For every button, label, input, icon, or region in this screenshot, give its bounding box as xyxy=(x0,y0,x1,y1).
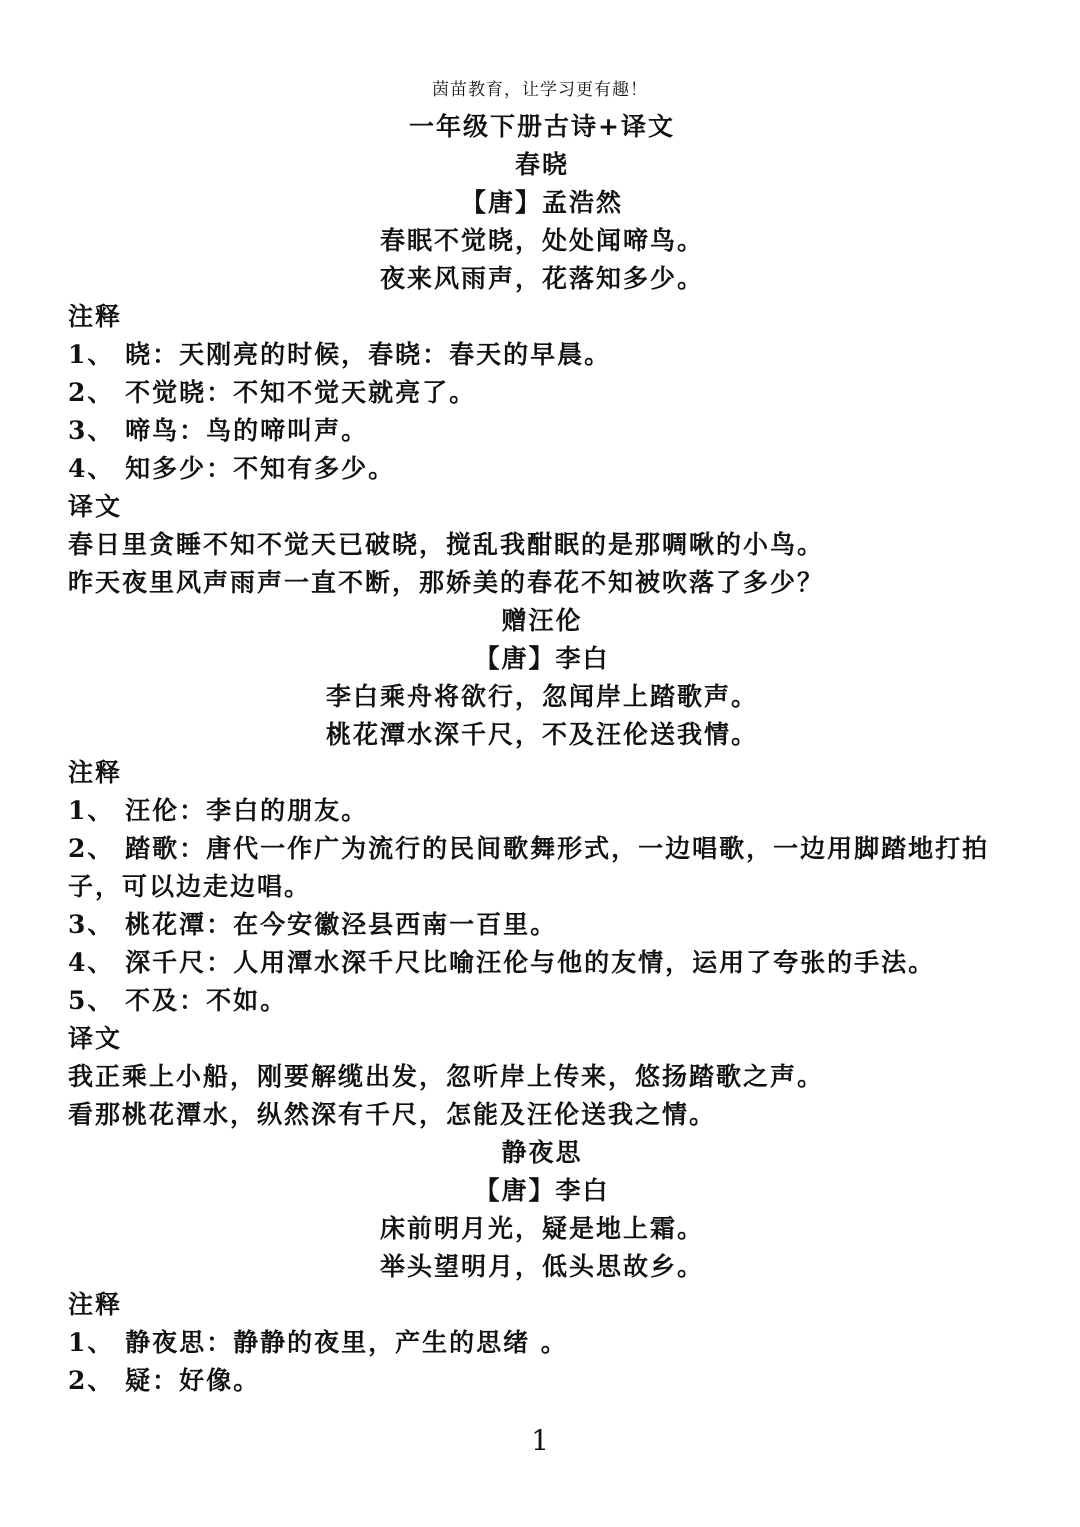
poem-line: 床前明月光，疑是地上霜。 xyxy=(379,1214,704,1243)
translation-line: 我正乘上小船，刚要解缆出发，忽听岸上传来，悠扬踏歌之声。 xyxy=(68,1062,825,1091)
notes-heading: 注释 xyxy=(68,1290,123,1319)
note-item: 2、 不觉晓：不知不觉天就亮了。 xyxy=(68,378,477,407)
document-title: 一年级下册古诗+译文 xyxy=(409,112,675,141)
note-item: 2、 疑：好像。 xyxy=(68,1366,261,1395)
poem-section xyxy=(68,146,1018,602)
note-item: 5、 不及：不如。 xyxy=(68,986,288,1015)
poem-author: 【唐】孟浩然 xyxy=(460,188,623,217)
header-note: 茵苗教育，让学习更有趣！ xyxy=(432,80,648,100)
note-item: 2、 踏歌：唐代一作广为流行的民间歌舞形式，一边唱歌，一边用脚踏地打拍子，可以边走边唱。 xyxy=(68,834,990,901)
note-item: 1、 晓：天刚亮的时候，春晓：春天的早晨。 xyxy=(68,340,612,369)
poem-section xyxy=(68,602,1018,1134)
translation-line: 昨天夜里风声雨声一直不断，那娇美的春花不知被吹落了多少？ xyxy=(68,568,825,597)
poem-author: 【唐】李白 xyxy=(474,1176,610,1205)
note-item: 4、 深千尺：人用潭水深千尺比喻汪伦与他的友情，运用了夸张的手法。 xyxy=(68,948,936,977)
poem-title: 赠汪伦 xyxy=(501,606,583,635)
poem-line: 春眠不觉晓，处处闻啼鸟。 xyxy=(379,226,704,255)
poem-title: 春晓 xyxy=(514,150,569,179)
poem-line: 夜来风雨声，花落知多少。 xyxy=(379,264,704,293)
poem-line: 桃花潭水深千尺，不及汪伦送我情。 xyxy=(325,720,758,749)
notes-heading: 注释 xyxy=(68,302,123,331)
note-item: 3、 啼鸟：鸟的啼叫声。 xyxy=(68,416,369,445)
poem-line: 举头望明月，低头思故乡。 xyxy=(379,1252,704,1281)
poem-title: 静夜思 xyxy=(501,1138,583,1167)
translation-line: 春日里贪睡不知不觉天已破晓，搅乱我酣眠的是那啁啾的小鸟。 xyxy=(68,530,825,559)
poem-author: 【唐】李白 xyxy=(474,644,610,673)
poem-section xyxy=(68,1134,1018,1400)
note-item: 1、 汪伦：李白的朋友。 xyxy=(68,796,369,825)
note-item: 3、 桃花潭：在今安徽泾县西南一百里。 xyxy=(68,910,558,939)
translation-heading: 译文 xyxy=(68,492,123,521)
page-number: 1 xyxy=(531,1424,549,1457)
note-item: 1、 静夜思：静静的夜里，产生的思绪 。 xyxy=(68,1328,568,1357)
poem-line: 李白乘舟将欲行，忽闻岸上踏歌声。 xyxy=(325,682,758,711)
note-item: 4、 知多少：不知有多少。 xyxy=(68,454,396,483)
document-body xyxy=(68,108,1018,1400)
translation-line: 看那桃花潭水，纵然深有千尺，怎能及汪伦送我之情。 xyxy=(68,1100,717,1129)
notes-heading: 注释 xyxy=(68,758,123,787)
translation-heading: 译文 xyxy=(68,1024,123,1053)
